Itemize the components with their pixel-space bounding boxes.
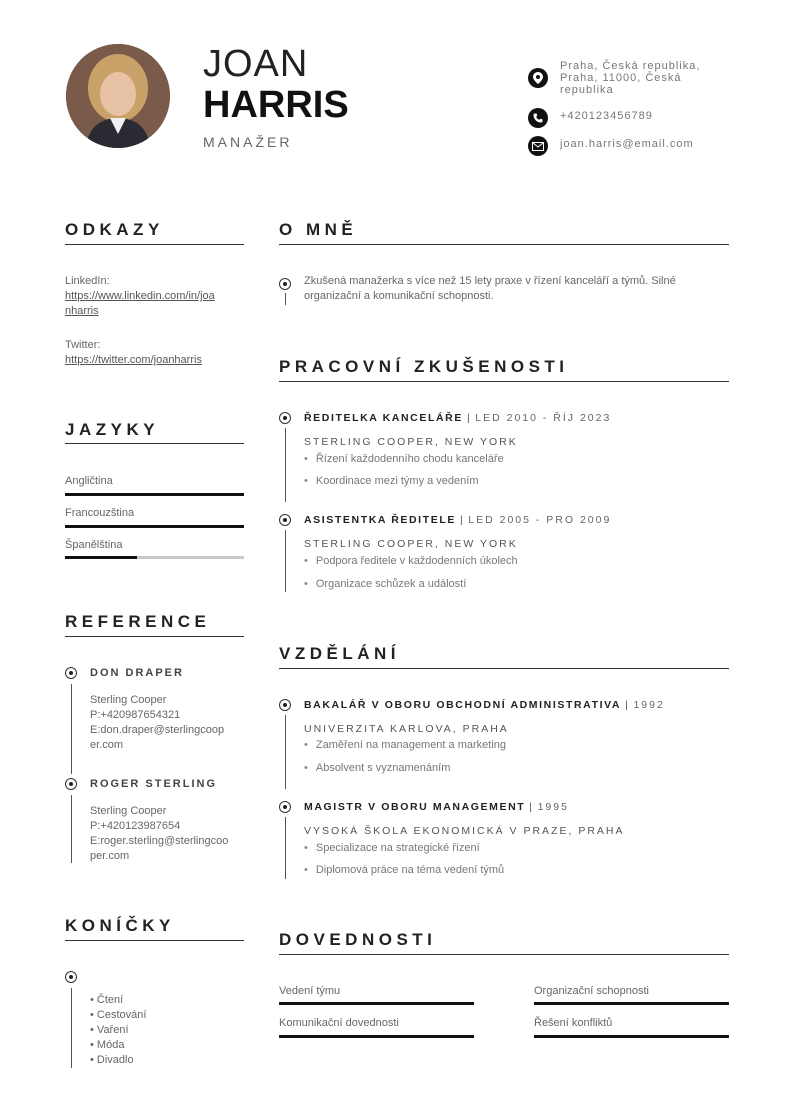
timeline-bullet	[65, 971, 77, 983]
link-linkedin	[65, 274, 245, 319]
reference-details: Sterling Cooper P:+420987654321 E:don.draper@sterlingcoop er.com	[90, 694, 225, 751]
language-name: Španělština	[65, 539, 123, 551]
reference-name: DON DRAPER	[90, 667, 184, 679]
experience-heading: PRACOVNÍ ZKUŠENOSTI	[279, 357, 569, 376]
timeline-line	[285, 715, 286, 789]
skill-bar	[279, 1035, 474, 1038]
language-level-fill	[65, 493, 244, 496]
languages-heading: JAZYKY	[65, 420, 160, 439]
education-school: UNIVERZITA KARLOVA, PRAHA	[304, 723, 509, 735]
timeline-bullet	[279, 699, 291, 711]
about-divider	[279, 244, 729, 245]
job-header: ASISTENTKA ŘEDITELE | LED 2005 - PRO 2009	[304, 514, 612, 526]
language-name: Angličtina	[65, 475, 113, 487]
education-detail: • Specializace na strategické řízení	[304, 842, 480, 854]
about-heading: O MNĚ	[279, 220, 358, 239]
timeline-line	[71, 684, 72, 774]
language-level-fill	[65, 525, 244, 528]
education-header: MAGISTR V OBORU MANAGEMENT | 1995	[304, 801, 569, 813]
skill-bar	[534, 1002, 729, 1005]
hobbies-divider	[65, 940, 244, 941]
last-name: HARRIS	[203, 84, 349, 126]
references-heading: REFERENCE	[65, 612, 211, 631]
education-school: VYSOKÁ ŠKOLA EKONOMICKÁ V PRAZE, PRAHA	[304, 825, 625, 837]
profile-photo	[66, 44, 170, 148]
timeline-bullet	[65, 778, 77, 790]
links-divider	[65, 244, 244, 245]
education-heading: VZDĚLÁNÍ	[279, 644, 400, 663]
job-title: MANAŽER	[203, 134, 293, 150]
timeline-bullet	[279, 514, 291, 526]
phone-icon	[528, 108, 548, 128]
education-divider	[279, 668, 729, 669]
education-detail: • Absolvent s vyznamenáním	[304, 762, 450, 774]
timeline-bullet	[279, 412, 291, 424]
skills-heading: DOVEDNOSTI	[279, 930, 437, 949]
language-level-fill	[65, 556, 137, 559]
job-duty: • Podpora ředitele v každodenních úkolech	[304, 555, 518, 567]
language-level-bar	[65, 525, 244, 528]
about-text: Zkušená manažerka s více než 15 lety praxe v řízení kanceláří a týmů. Silné organizační a komunikační schopnosti.	[304, 275, 676, 302]
education-header: BAKALÁŘ V OBORU OBCHODNÍ ADMINISTRATIVA | 1992	[304, 699, 665, 711]
skill-name: Řešení konfliktů	[534, 1017, 613, 1029]
education-detail: • Zaměření na management a marketing	[304, 739, 506, 751]
timeline-line	[71, 795, 72, 863]
job-duty: • Koordinace mezi týmy a vedením	[304, 475, 479, 487]
timeline-bullet	[279, 801, 291, 813]
job-company: STERLING COOPER, NEW YORK	[304, 436, 518, 448]
contact-email[interactable]: joan.harris@email.com	[560, 138, 694, 150]
skill-name: Vedení týmu	[279, 985, 341, 997]
skill-name: Organizační schopnosti	[534, 985, 649, 997]
education-detail: • Diplomová práce na téma vedení týmů	[304, 864, 504, 876]
skill-bar	[534, 1035, 729, 1038]
reference-name: ROGER STERLING	[90, 778, 218, 790]
job-header: ŘEDITELKA KANCELÁŘE | LED 2010 - ŘÍJ 2023	[304, 412, 612, 424]
skill-name: Komunikační dovednosti	[279, 1017, 399, 1029]
skill-bar	[279, 1002, 474, 1005]
timeline-line	[285, 817, 286, 879]
timeline-bullet	[65, 667, 77, 679]
language-name: Francouzština	[65, 507, 135, 519]
links-heading: ODKAZY	[65, 220, 164, 239]
reference-details: Sterling Cooper P:+420123987654 E:roger.sterling@sterlingcoo per.com	[90, 805, 229, 862]
languages-divider	[65, 443, 244, 444]
timeline-line	[71, 988, 72, 1068]
references-divider	[65, 636, 244, 637]
job-duty: • Organizace schůzek a událostí	[304, 578, 466, 590]
language-level-bar	[65, 493, 244, 496]
contact-phone[interactable]: +420123456789	[560, 110, 653, 122]
skills-divider	[279, 954, 729, 955]
hobbies-heading: KONÍČKY	[65, 916, 175, 935]
timeline-line	[285, 530, 286, 592]
timeline-line	[285, 293, 286, 305]
timeline-bullet	[279, 278, 291, 290]
linkedin-url[interactable]: https://www.linkedin.com/in/joa nharris	[65, 290, 215, 317]
location-pin-icon	[528, 68, 548, 88]
portrait-image	[66, 44, 170, 148]
experience-divider	[279, 381, 729, 382]
link-label: Twitter:	[65, 339, 101, 351]
job-company: STERLING COOPER, NEW YORK	[304, 538, 518, 550]
contact-address: Praha, Česká republika, Praha, 11000, Česká republika	[560, 60, 701, 96]
timeline-line	[285, 428, 286, 502]
twitter-url[interactable]: https://twitter.com/joanharris	[65, 354, 202, 366]
language-level-bar	[65, 556, 244, 559]
hobbies-list: • Čtení • Cestování • Vaření • Móda • Divadlo	[90, 994, 147, 1066]
first-name: JOAN	[203, 43, 309, 85]
link-label: LinkedIn:	[65, 275, 110, 287]
link-twitter	[65, 338, 245, 368]
envelope-icon	[528, 136, 548, 156]
job-duty: • Řízení každodenního chodu kanceláře	[304, 453, 504, 465]
